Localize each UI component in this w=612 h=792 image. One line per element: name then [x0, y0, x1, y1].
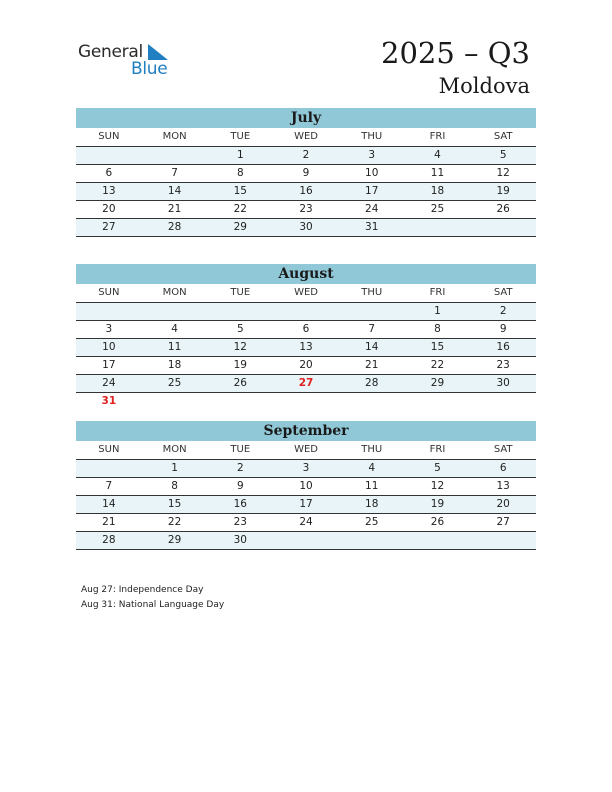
weekday-label: MON: [162, 131, 187, 142]
day-cell: [142, 393, 208, 410]
month-calendar: [76, 264, 536, 410]
day-cell: 9: [499, 323, 507, 335]
day-cell: 17: [102, 359, 116, 371]
day-cell: [76, 303, 142, 320]
weekday-label: TUE: [230, 287, 251, 298]
week-row: [76, 393, 536, 410]
day-cell: 14: [167, 185, 182, 197]
day-cell: 4: [368, 462, 376, 474]
day-cell: 23: [299, 203, 313, 215]
day-cell: 21: [365, 359, 379, 371]
day-cell: [470, 393, 536, 410]
month-title: September: [76, 421, 536, 441]
week-row: [76, 375, 536, 393]
day-cell: [76, 147, 142, 164]
day-cell: 11: [167, 341, 182, 353]
day-cell: 6: [105, 167, 113, 179]
logo-triangle-icon: [148, 44, 168, 60]
weekday-label: MON: [162, 287, 187, 298]
day-cell: 12: [233, 341, 247, 353]
day-cell: 3: [105, 323, 113, 335]
day-cell: 13: [102, 185, 116, 197]
day-cell: 1: [434, 305, 441, 317]
day-cell: [142, 147, 208, 164]
day-cell: 3: [368, 149, 376, 161]
day-cell: 18: [365, 498, 379, 510]
day-cell: 29: [167, 534, 182, 546]
weekday-label: FRI: [429, 131, 446, 142]
country-name: Moldova: [438, 74, 530, 98]
day-cell: 24: [299, 516, 313, 528]
day-cell: 27: [496, 516, 510, 528]
day-cell: 2: [236, 462, 244, 474]
day-cell: [405, 219, 471, 236]
day-cell: [339, 303, 405, 320]
day-cell: 12: [430, 480, 445, 492]
holiday-note: Aug 31: National Language Day: [81, 599, 225, 610]
day-cell: 26: [233, 377, 247, 389]
weekday-label: SAT: [493, 287, 513, 298]
day-cell: 4: [171, 323, 178, 335]
day-cell: 5: [499, 149, 507, 161]
day-cell: 10: [365, 167, 379, 179]
week-row: [76, 165, 536, 183]
day-cell: 27: [102, 221, 116, 233]
weekday-label: WED: [294, 287, 318, 298]
day-cell: 1: [171, 462, 178, 474]
day-cell: [405, 532, 471, 549]
day-cell: 16: [496, 341, 510, 353]
day-cell: 20: [299, 359, 313, 371]
day-cell: 13: [496, 480, 510, 492]
day-cell: 19: [496, 185, 510, 197]
weekday-label: SUN: [98, 131, 120, 142]
weekday-label: SUN: [98, 287, 120, 298]
day-cell: 6: [499, 462, 507, 474]
holiday-notes: [81, 583, 224, 612]
day-cell: 16: [299, 185, 313, 197]
day-cell: 7: [171, 167, 178, 179]
day-cell: [207, 393, 273, 410]
weekday-label: TUE: [230, 444, 251, 455]
day-cell: 11: [430, 167, 445, 179]
day-cell: 26: [496, 203, 510, 215]
month-title: August: [76, 264, 536, 284]
day-cell: 14: [365, 341, 379, 353]
week-row: [76, 478, 536, 496]
day-cell: 15: [167, 498, 182, 510]
brand-logo: [78, 42, 178, 82]
week-row: [76, 514, 536, 532]
day-cell: 21: [167, 203, 182, 215]
day-cell: [405, 393, 471, 410]
day-cell: [470, 532, 536, 549]
day-cell: [273, 532, 339, 549]
day-cell: 5: [434, 462, 441, 474]
day-cell: 25: [167, 377, 182, 389]
day-cell: 31: [101, 395, 117, 407]
day-cell: 10: [102, 341, 116, 353]
day-cell: [339, 532, 405, 549]
week-row: [76, 147, 536, 165]
day-cell: 10: [299, 480, 313, 492]
day-cell: 7: [105, 480, 113, 492]
day-cell: 24: [365, 203, 379, 215]
day-cell: 15: [430, 341, 445, 353]
day-cell: [273, 303, 339, 320]
week-row: [76, 460, 536, 478]
logo-blue-text: Blue: [131, 59, 168, 79]
day-cell: 30: [299, 221, 313, 233]
day-cell: 4: [434, 149, 441, 161]
day-cell: [470, 219, 536, 236]
weekday-label: FRI: [429, 287, 446, 298]
day-cell: [142, 303, 208, 320]
day-cell: 25: [365, 516, 379, 528]
day-cell: 20: [102, 203, 116, 215]
week-row: [76, 183, 536, 201]
weekday-label: THU: [361, 444, 383, 455]
weekday-header-row: [76, 128, 536, 147]
day-cell: 2: [302, 149, 310, 161]
day-cell: 11: [365, 480, 379, 492]
day-cell: 19: [233, 359, 247, 371]
week-row: [76, 321, 536, 339]
day-cell: 17: [365, 185, 379, 197]
day-cell: 20: [496, 498, 510, 510]
day-cell: 1: [236, 149, 244, 161]
day-cell: 25: [430, 203, 445, 215]
weekday-header-row: [76, 284, 536, 303]
day-cell: 6: [302, 323, 310, 335]
day-cell: 24: [102, 377, 116, 389]
day-cell: 13: [299, 341, 313, 353]
day-cell: [76, 460, 142, 477]
weekday-label: MON: [162, 444, 187, 455]
week-row: [76, 201, 536, 219]
day-cell: 14: [102, 498, 116, 510]
day-cell: 16: [233, 498, 247, 510]
month-title: July: [76, 108, 536, 128]
day-cell: 9: [302, 167, 310, 179]
day-cell: 23: [496, 359, 510, 371]
day-cell: 23: [233, 516, 247, 528]
weekday-label: SUN: [98, 444, 120, 455]
weekday-label: SAT: [493, 131, 513, 142]
day-cell: 7: [368, 323, 376, 335]
week-row: [76, 219, 536, 237]
week-row: [76, 357, 536, 375]
weekday-label: SAT: [493, 444, 513, 455]
day-cell: 22: [430, 359, 445, 371]
day-cell: 22: [233, 203, 247, 215]
month-calendar: [76, 421, 536, 550]
day-cell: 18: [430, 185, 445, 197]
weekday-label: THU: [361, 287, 383, 298]
day-cell: 28: [102, 534, 116, 546]
day-cell: 3: [302, 462, 310, 474]
day-cell: [207, 303, 273, 320]
weekday-label: TUE: [230, 131, 251, 142]
week-row: [76, 496, 536, 514]
holiday-note: Aug 27: Independence Day: [81, 585, 204, 595]
day-cell: 18: [167, 359, 182, 371]
day-cell: 21: [102, 516, 116, 528]
day-cell: 8: [171, 480, 178, 492]
weekday-label: WED: [294, 131, 318, 142]
day-cell: [273, 393, 339, 410]
day-cell: 30: [233, 534, 247, 546]
day-cell: 8: [434, 323, 441, 335]
month-calendar: [76, 108, 536, 237]
week-row: [76, 339, 536, 357]
weekday-label: WED: [294, 444, 318, 455]
day-cell: 17: [299, 498, 313, 510]
day-cell: 9: [236, 480, 244, 492]
day-cell: 15: [233, 185, 247, 197]
day-cell: 31: [365, 221, 379, 233]
day-cell: 12: [496, 167, 510, 179]
day-cell: 8: [236, 167, 244, 179]
day-cell: 29: [233, 221, 247, 233]
day-cell: 30: [496, 377, 510, 389]
logo-general-text: General: [78, 42, 143, 62]
weekday-header-row: [76, 441, 536, 460]
week-row: [76, 532, 536, 550]
weekday-label: THU: [361, 131, 383, 142]
weekday-label: FRI: [429, 444, 446, 455]
day-cell: [339, 393, 405, 410]
day-cell: 5: [236, 323, 244, 335]
day-cell: 2: [499, 305, 507, 317]
day-cell: 27: [298, 377, 314, 389]
day-cell: 19: [430, 498, 445, 510]
day-cell: 28: [365, 377, 379, 389]
page-title: 2025 – Q3: [381, 36, 530, 70]
week-row: [76, 303, 536, 321]
day-cell: 22: [167, 516, 182, 528]
day-cell: 26: [430, 516, 445, 528]
day-cell: 28: [167, 221, 182, 233]
day-cell: 29: [430, 377, 445, 389]
